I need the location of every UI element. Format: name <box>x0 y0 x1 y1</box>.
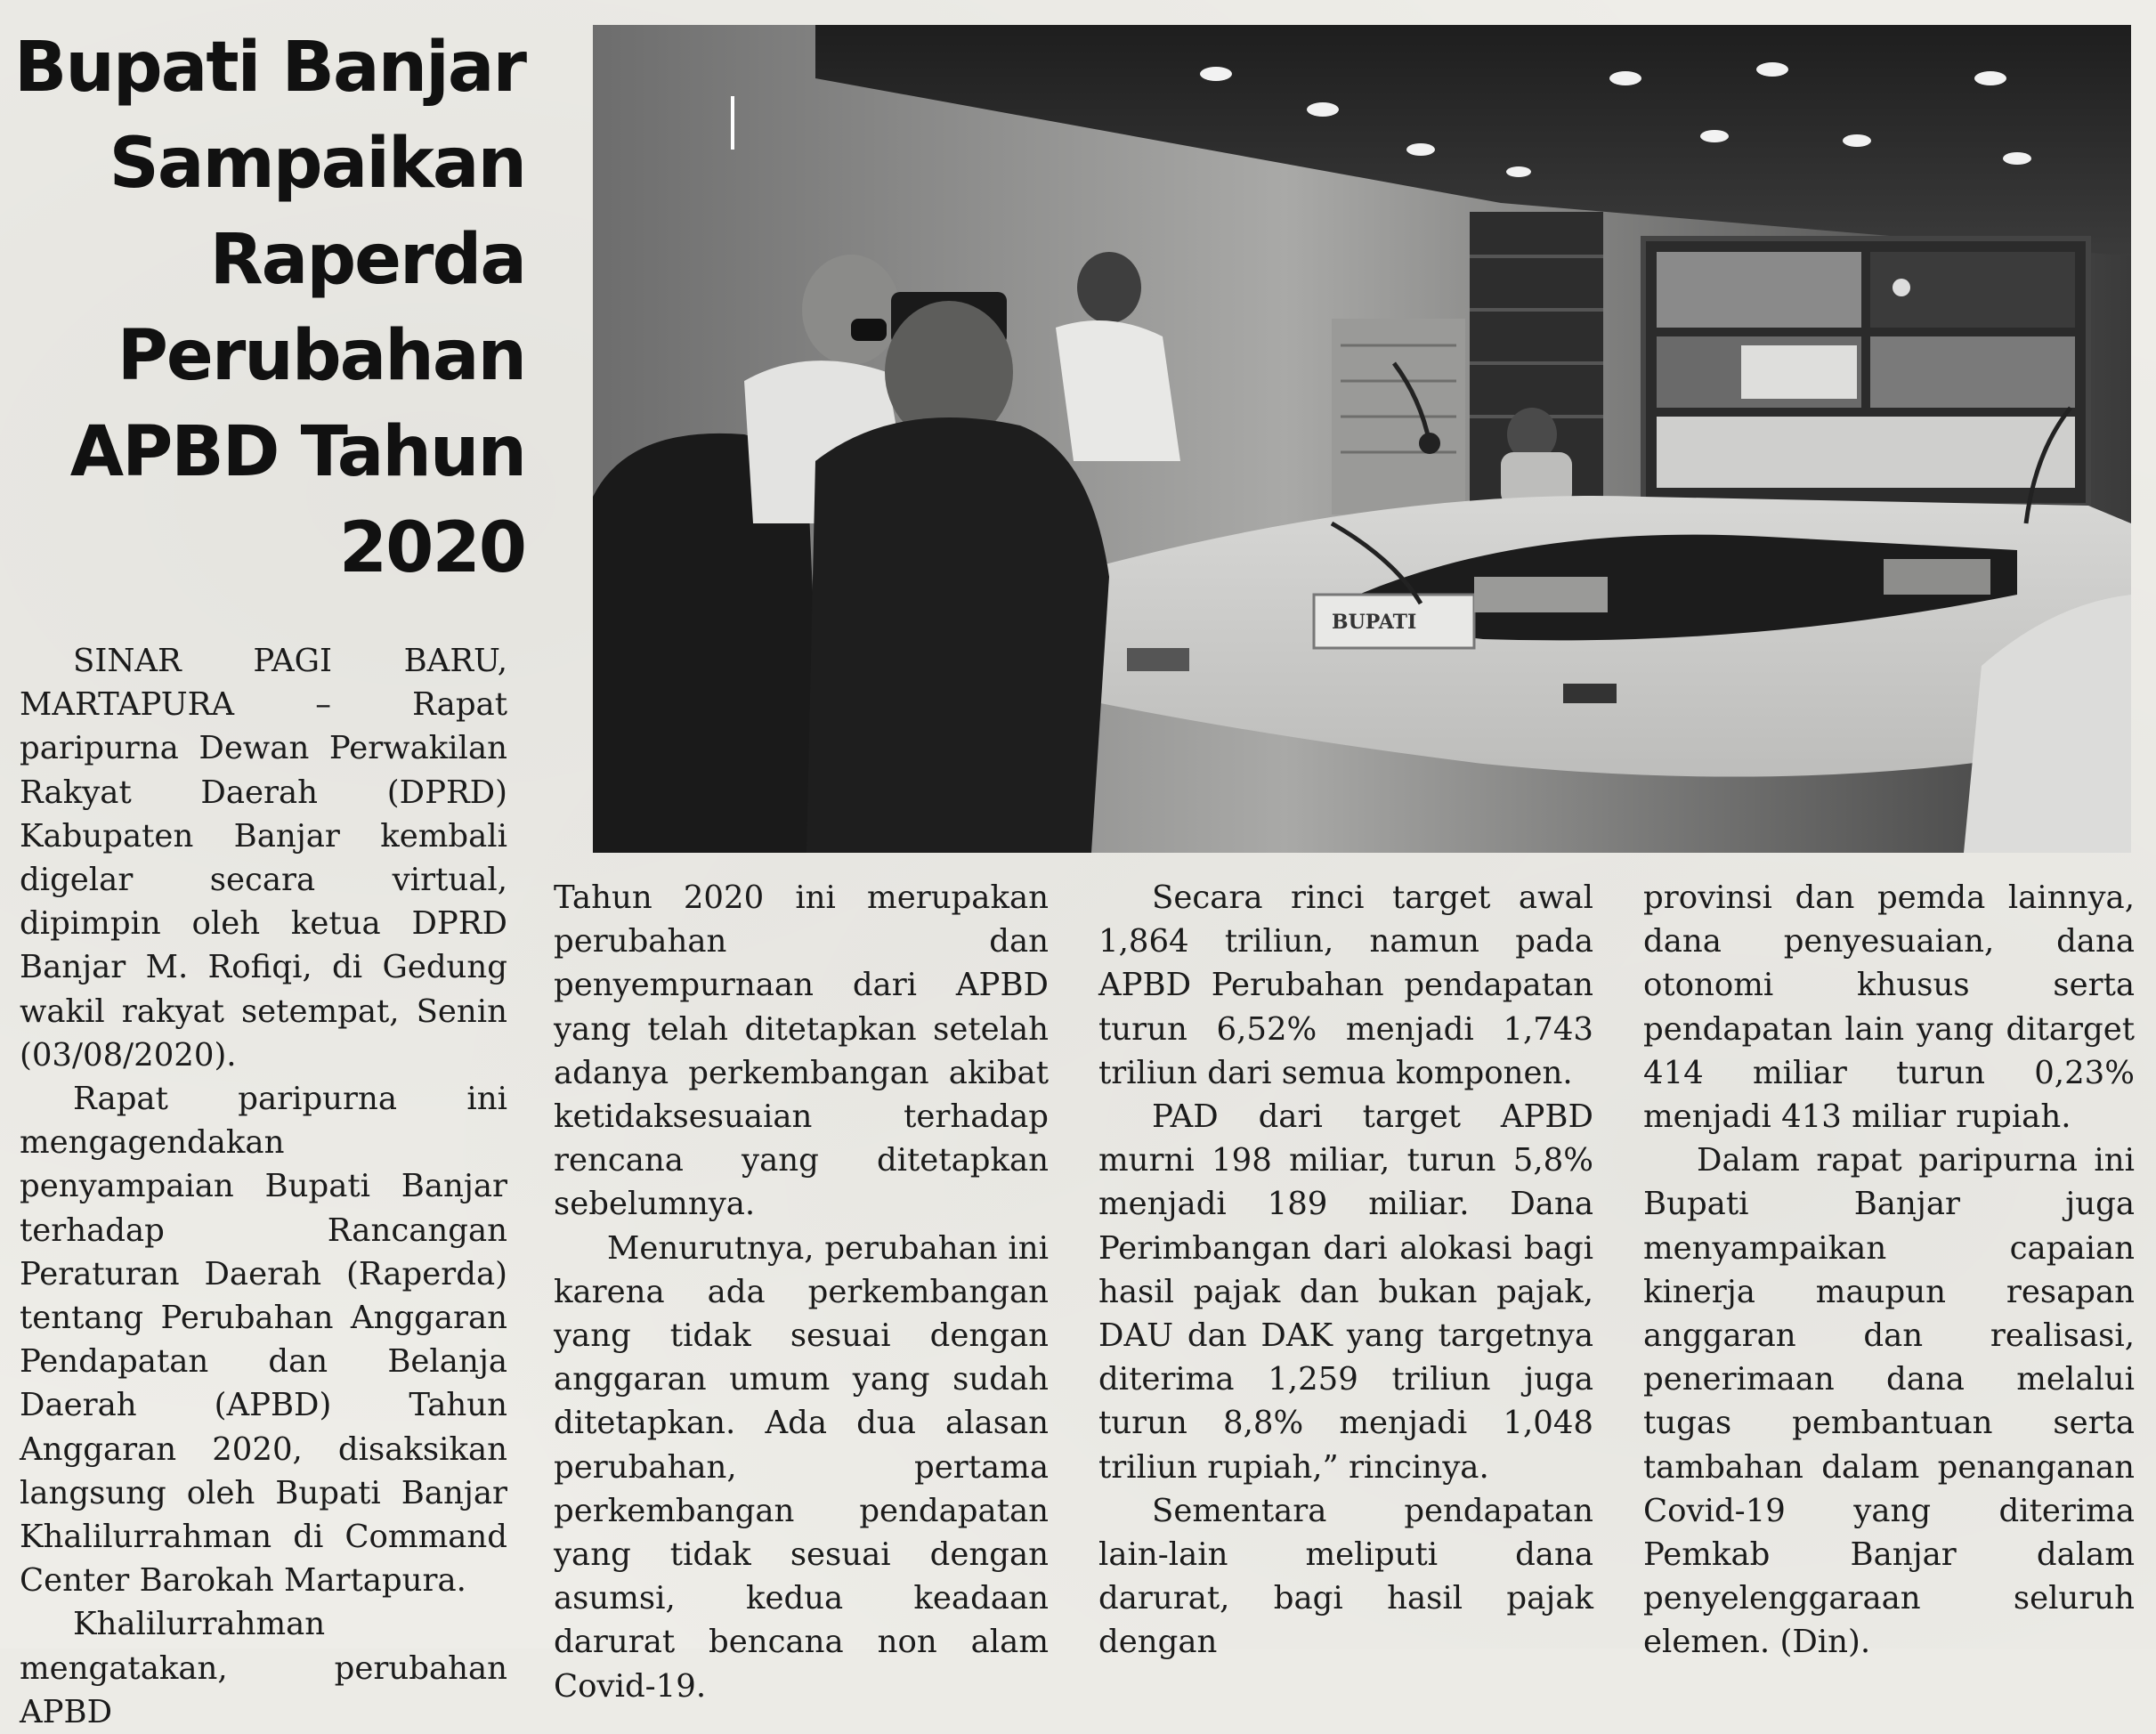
headline-line: Sampaikan <box>109 124 525 204</box>
name-plate-label: BUPATI <box>1332 611 1417 634</box>
meeting-photo <box>593 25 2131 853</box>
article-paragraph: Dalam rapat paripurna ini Bupati Banjar juga menyampaikan capaian kinerja maupun resapan anggaran dan realisasi, penerimaan dana melalui tugas pembantuan serta tambahan dalam penanganan Covid-19 yang diterima Pemkab Banjar dalam penyelenggaraan seluruh elemen. (Din). <box>1643 1142 2135 1661</box>
headline-line: Bupati Banjar <box>13 28 525 108</box>
article-paragraph: SINAR PAGI BARU, MARTAPURA – Rapat paripurna Dewan Perwakilan Rakyat Daerah (DPRD) Kabupaten Banjar kembali digelar secara virtual, dipimpin oleh ketua DPRD Banjar M. Rofiqi, di Gedung wakil rakyat setempat, Senin (03/08/2020). <box>20 643 507 1074</box>
article-column-4 <box>1643 876 2135 1665</box>
article-paragraph: Secara rinci target awal 1,864 triliun, namun pada APBD Perubahan pendapatan turun 6,52% menjadi 1,743 triliun dari semua komponen. <box>1098 879 1593 1091</box>
article-paragraph: Khalilurrahman mengatakan, perubahan APBD <box>20 1606 507 1730</box>
headline <box>9 20 525 596</box>
headline-line: APBD Tahun <box>69 412 525 492</box>
article-column-1 <box>20 639 507 1734</box>
headline-line: Perubahan <box>117 316 525 396</box>
headline-line: Raperda <box>209 220 525 300</box>
article-paragraph: Menurutnya, perubahan ini karena ada perkembangan yang tidak sesuai dengan anggaran umum yang sudah ditetapkan. Ada dua alasan perubahan, pertama perkembangan pendapatan yang tidak sesuai dengan asumsi, kedua keadaan darurat bencana non alam Covid-19. <box>554 1229 1049 1705</box>
article-column-2 <box>554 876 1049 1708</box>
name-plate <box>1314 595 1474 648</box>
video-wall <box>1643 239 2088 506</box>
meeting-photo-illustration <box>593 25 2131 853</box>
article-paragraph: Sementara pendapatan lain-lain meliputi dana darurat, bagi hasil pajak dengan <box>1098 1492 1593 1661</box>
article-paragraph: provinsi dan pemda lainnya, dana penyesuaian, dana otonomi khusus serta pendapatan lain yang ditarget 414 miliar turun 0,23% menjadi 413 miliar rupiah. <box>1643 879 2135 1136</box>
headline-line: 2020 <box>338 508 525 588</box>
article-paragraph: PAD dari target APBD murni 198 miliar, turun 5,8% menjadi 189 miliar. Dana Perimbangan dari alokasi bagi hasil pajak dan bukan pajak, DAU dan DAK yang targetnya diterima 1,259 triliun juga turun 8,8% menjadi 1,048 triliun rupiah,” rincinya. <box>1098 1098 1593 1486</box>
article-paragraph: Rapat paripurna ini mengagendakan penyampaian Bupati Banjar terhadap Rancangan Peraturan Daerah (Raperda) tentang Perubahan Anggaran Pendapatan dan Belanja Daerah (APBD) Tahun Anggaran 2020, disaksikan langsung oleh Bupati Banjar Khalilurrahman di Command Center Barokah Martapura. <box>20 1081 507 1600</box>
article-column-3 <box>1098 876 1593 1665</box>
article-paragraph: Tahun 2020 ini merupakan perubahan dan penyempurnaan dari APBD yang telah ditetapkan setelah adanya perkembangan akibat ketidaksesuaian terhadap rencana yang ditetapkan sebelumnya. <box>554 879 1049 1223</box>
